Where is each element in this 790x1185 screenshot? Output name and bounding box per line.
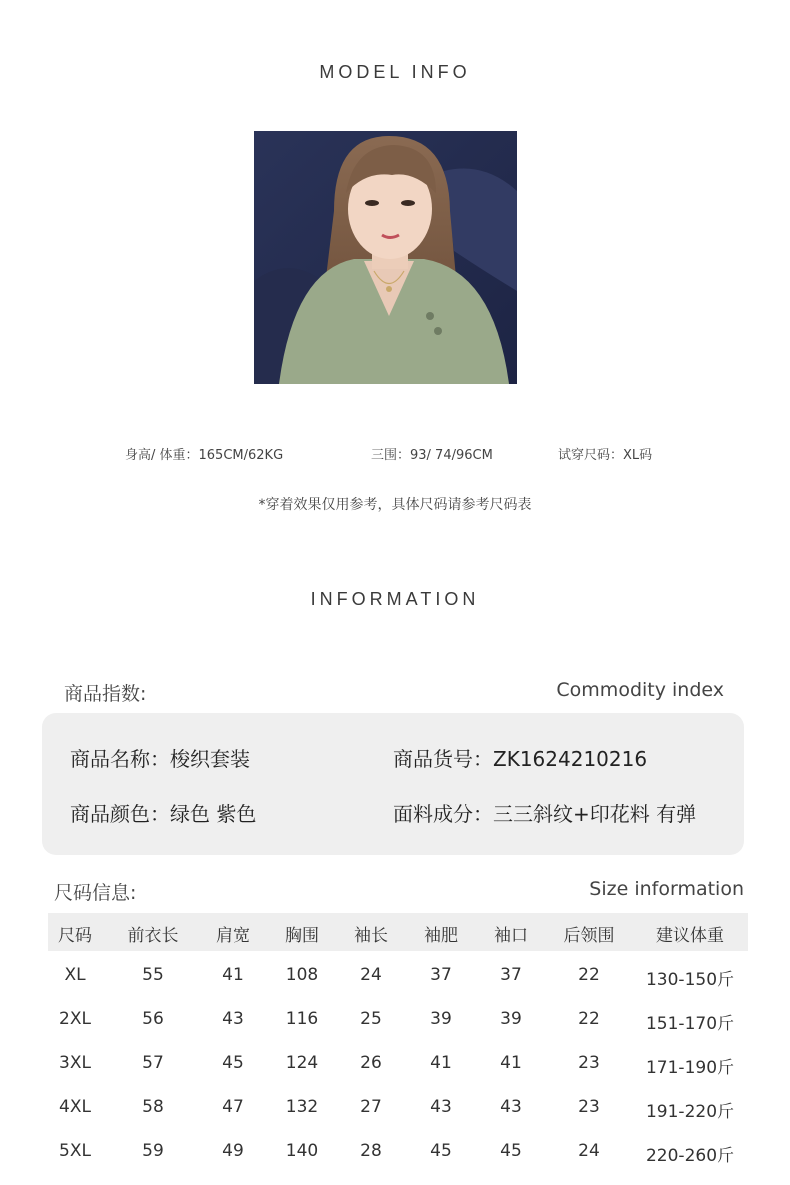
size-table-column-header: 建议体重 [656, 926, 724, 946]
model-photo [254, 131, 517, 384]
commodity-label-cn: 商品指数: [64, 683, 147, 705]
size-table-row-size: 2XL [59, 1009, 91, 1029]
size-table-cell: 45 [500, 1141, 522, 1161]
size-table-cell: 171-190斤 [645, 1058, 735, 1078]
model-trial-size: 试穿尺码：XL码 [558, 448, 653, 463]
size-table-cell: 220-260斤 [645, 1146, 735, 1166]
size-table-cell: 25 [360, 1009, 382, 1029]
model-info-title: MODEL INFO [319, 62, 471, 82]
size-table-cell: 130-150斤 [645, 970, 735, 990]
size-table-column-header: 尺码 [58, 926, 92, 946]
size-table-column-header: 袖肥 [424, 926, 458, 946]
model-height-weight: 身高/ 体重：165CM/62KG [125, 448, 284, 463]
size-table-column-header: 肩宽 [216, 926, 250, 946]
size-table-row-size: 3XL [59, 1053, 91, 1073]
size-table-cell: 22 [578, 965, 600, 985]
size-table-cell: 191-220斤 [645, 1102, 735, 1122]
size-table-cell: 58 [142, 1097, 164, 1117]
size-table-cell: 41 [430, 1053, 452, 1073]
size-table-cell: 140 [285, 1141, 319, 1161]
size-table-cell: 28 [360, 1141, 382, 1161]
size-table-cell: 45 [222, 1053, 244, 1073]
size-table-cell: 45 [430, 1141, 452, 1161]
size-table-column-header: 前衣长 [127, 926, 179, 946]
size-table-cell: 47 [222, 1097, 244, 1117]
size-table-cell: 26 [360, 1053, 382, 1073]
size-table-cell: 23 [578, 1053, 600, 1073]
size-table-cell: 49 [222, 1141, 244, 1161]
disclaimer-text: *穿着效果仅用参考，具体尺码请参考尺码表 [258, 497, 532, 513]
commodity-panel [42, 713, 744, 855]
size-table-cell: 43 [222, 1009, 244, 1029]
size-table-row-size: 5XL [59, 1141, 91, 1161]
size-table-cell: 23 [578, 1097, 600, 1117]
size-label-cn: 尺码信息: [54, 882, 137, 904]
size-table-cell: 41 [222, 965, 244, 985]
size-table-cell: 55 [142, 965, 164, 985]
size-table-cell: 124 [285, 1053, 319, 1073]
size-table-cell: 43 [500, 1097, 522, 1117]
size-table-cell: 108 [285, 965, 319, 985]
size-table-cell: 27 [360, 1097, 382, 1117]
model-photo-image [254, 131, 517, 384]
size-table-cell: 41 [500, 1053, 522, 1073]
size-table-cell: 132 [285, 1097, 319, 1117]
size-table-cell: 116 [285, 1009, 319, 1029]
commodity-label-en: Commodity index [556, 679, 724, 701]
size-table-cell: 56 [142, 1009, 164, 1029]
model-measurements: 三围：93/ 74/96CM [371, 448, 493, 463]
size-table-cell: 151-170斤 [645, 1014, 735, 1034]
size-table-cell: 24 [360, 965, 382, 985]
size-table-cell: 39 [500, 1009, 522, 1029]
size-table-cell: 59 [142, 1141, 164, 1161]
product-item-number: 商品货号：ZK1624210216 [393, 747, 648, 771]
size-table-column-header: 袖口 [494, 926, 528, 946]
size-table-cell: 37 [500, 965, 522, 985]
size-table-row-size: 4XL [59, 1097, 91, 1117]
size-table-cell: 39 [430, 1009, 452, 1029]
size-table-cell: 24 [578, 1141, 600, 1161]
size-table-column-header: 胸围 [285, 926, 319, 946]
size-table-row-size: XL [64, 965, 86, 985]
size-table-column-header: 后领围 [563, 926, 615, 946]
product-fabric: 面料成分：三三斜纹+印花料 有弹 [393, 802, 697, 826]
product-color: 商品颜色：绿色 紫色 [70, 802, 257, 826]
size-table-cell: 57 [142, 1053, 164, 1073]
information-title: INFORMATION [310, 589, 480, 609]
size-label-en: Size information [589, 878, 744, 900]
size-table-column-header: 袖长 [354, 926, 388, 946]
size-table-cell: 22 [578, 1009, 600, 1029]
product-name: 商品名称：梭织套装 [70, 747, 250, 771]
size-table-cell: 43 [430, 1097, 452, 1117]
size-table-cell: 37 [430, 965, 452, 985]
